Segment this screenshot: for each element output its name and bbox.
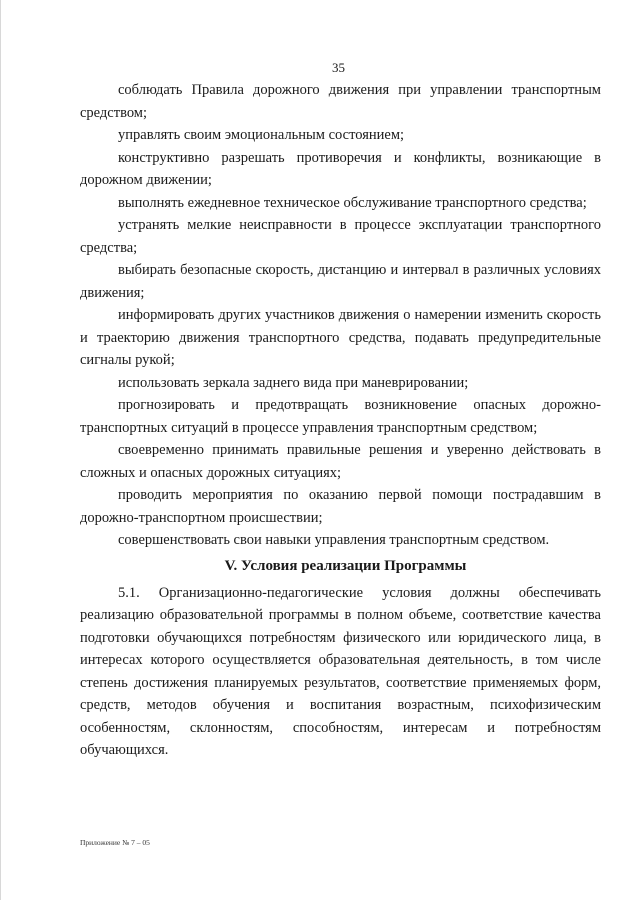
list-item: совершенствовать свои навыки управления транспортным средством. (118, 532, 550, 548)
list-item: конструктивно разрешать противоречия и конфликты, возникающие в дорожном движении; (80, 149, 601, 188)
list-item: управлять своим эмоциональным состоянием; (118, 127, 405, 143)
footer-note: Приложение № 7 – 05 (80, 838, 150, 847)
list-item: прогнозировать и предотвращать возникновение опасных дорожно-транспортных ситуаций в процессе управления транспортным средством; (80, 397, 601, 436)
list-item: выбирать безопасные скорость, дистанцию и интервал в различных условиях движения; (80, 262, 601, 301)
list-item: использовать зеркала заднего вида при маневрировании; (118, 374, 469, 391)
page-number: 35 (332, 60, 345, 75)
list-item: информировать других участников движения о намерении изменить скорость и траекторию движения транспортного средства, подавать предупредительные сигналы рукой; (80, 307, 601, 368)
list-item: выполнять ежедневное техническое обслуживание транспортного средства; (118, 194, 587, 211)
list-item: проводить мероприятия по оказанию первой помощи пострадавшим в дорожно-транспортном происшествии; (80, 487, 601, 526)
section-paragraph: 5.1. Организационно-педагогические условия должны обеспечивать реализацию образовательной программы в полном объеме, соответствие качества подготовки обучающихся потребностям физического или юридического лица, в интересах которого осуществляется образовательная деятельность, в том числе степень достижения планируемых результатов, соответствие применяемых форм, средств, методов обучения и воспитания возрастным, психофизическим особенностям, склонностям, способностям, интересам и потребностям обучающихся. (80, 584, 601, 758)
section-heading: V. Условия реализации Программы (224, 557, 467, 574)
list-item: своевременно принимать правильные решения и уверенно действовать в сложных и опасных дорожных ситуациях; (80, 442, 601, 481)
list-item: соблюдать Правила дорожного движения при управлении транспортным средством; (80, 82, 601, 121)
page-content (80, 79, 601, 762)
list-item: устранять мелкие неисправности в процессе эксплуатации транспортного средства; (80, 217, 601, 256)
